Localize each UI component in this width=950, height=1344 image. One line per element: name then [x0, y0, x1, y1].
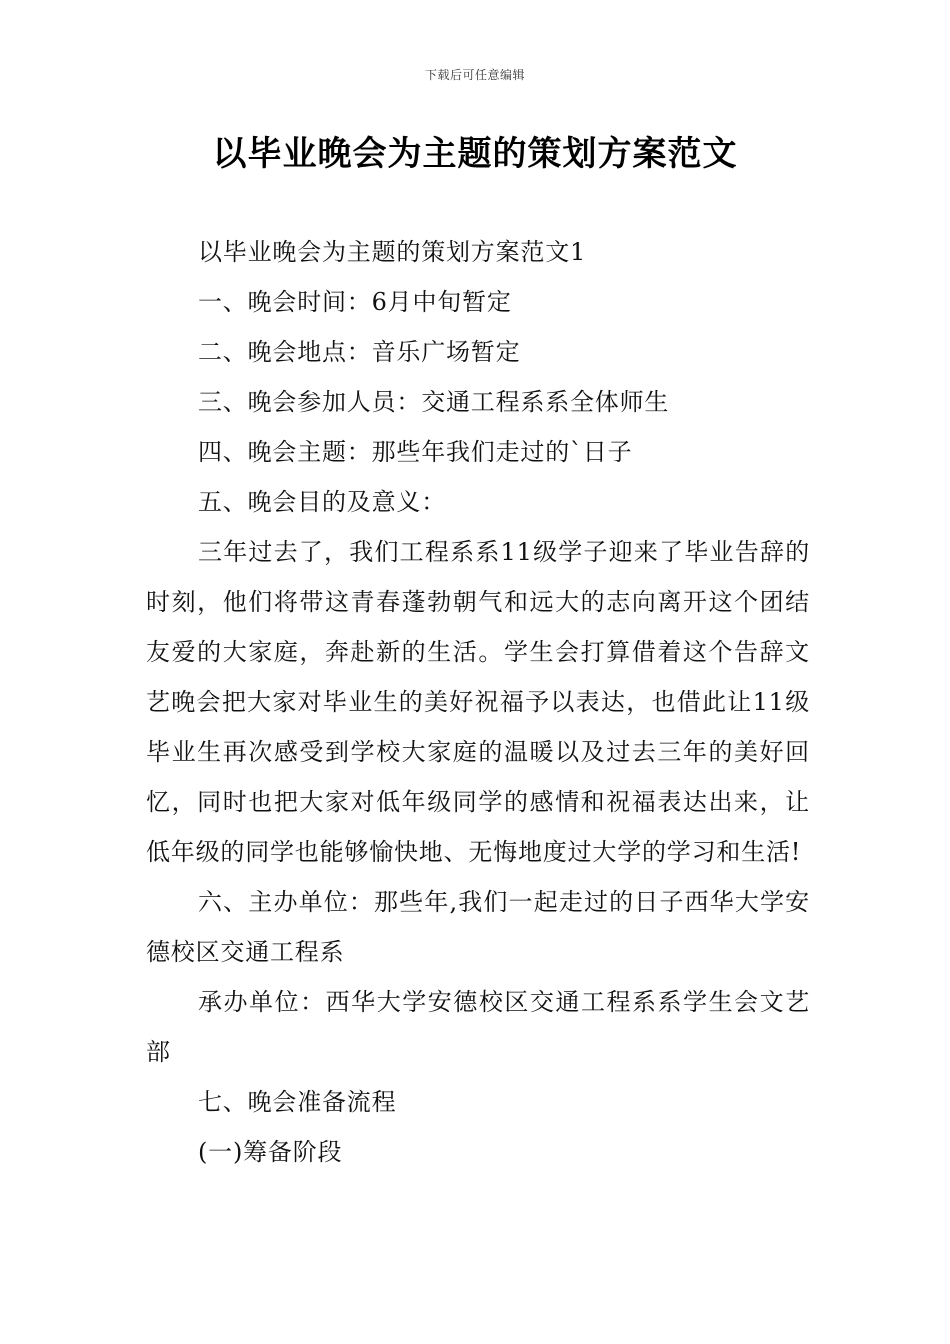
document-title: 以毕业晚会为主题的策划方案范文: [212, 134, 738, 174]
paragraph-organizer: 六、主办单位：那些年,我们一起走过的日子西华大学安德校区交通工程系: [146, 888, 810, 966]
paragraph-purpose-heading: 五、晚会目的及意义：: [198, 488, 446, 516]
paragraph-preparation-stage: (一)筹备阶段: [198, 1138, 343, 1166]
paragraph-purpose-body: 三年过去了，我们工程系系11级学子迎来了毕业告辞的时刻，他们将带这青春蓬勃朝气和远大的志向离开这个团结友爱的大家庭，奔赴新的生活。学生会打算借着这个告辞文艺晚会把大家对毕业生的美好祝福予以表达，也借此让11级毕业生再次感受到学校大家庭的温暖以及过去三年的美好回忆，同时也把大家对低年级同学的感情和祝福表达出来，让低年级的同学也能够愉快地、无悔地度过大学的学习和生活!: [146, 538, 810, 866]
paragraph-process-heading: 七、晚会准备流程: [198, 1088, 397, 1116]
paragraph-location: 二、晚会地点：音乐广场暂定: [198, 338, 521, 366]
document-body: [146, 227, 810, 1177]
paragraph-theme: 四、晚会主题：那些年我们走过的`日子: [198, 438, 633, 466]
paragraph-time: 一、晚会时间：6月中旬暂定: [198, 288, 512, 316]
paragraph-participants: 三、晚会参加人员：交通工程系系全体师生: [198, 388, 670, 416]
header-note: 下载后可任意编辑: [424, 68, 525, 82]
paragraph-co-organizer: 承办单位：西华大学安德校区交通工程系系学生会文艺部: [146, 988, 810, 1066]
paragraph-subtitle: 以毕业晚会为主题的策划方案范文1: [198, 238, 587, 266]
